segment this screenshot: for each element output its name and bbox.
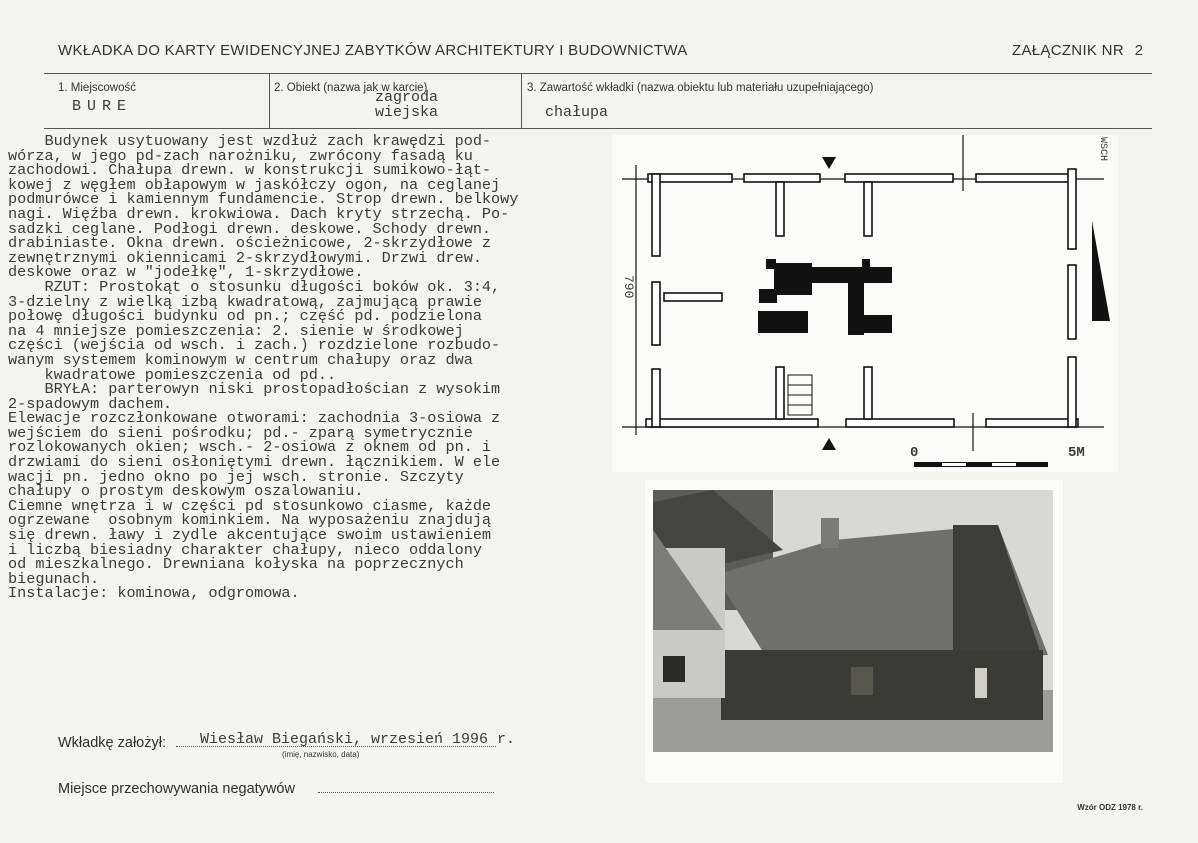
floor-plan: [612, 135, 1118, 472]
founder-value: Wiesław Biegański, wrzesień 1996 r.: [200, 731, 516, 748]
description-line: ogrzewane osobnym kominkiem. Na wyposażeniu znajdują: [8, 511, 492, 530]
description-line: wórza, w jego pd-zach narożniku, zwrócony fasadą ku: [8, 146, 473, 165]
description-line: wacji pn. jedno okno po jej wsch. stronie. Szczyty: [8, 467, 464, 486]
description-line: się drewn. ławy i zydle akcentujące swoim ustawieniem: [8, 526, 492, 545]
field-object-label: 2. Obiekt (nazwa jak w karcie): [274, 82, 428, 94]
description-line: części (wejścia od wsch. i zach.) rozdzielone rozbudo-: [8, 336, 501, 355]
founder-label: Wkładkę założył:: [58, 735, 166, 751]
description-line: Budynek usytuowany jest wzdłuż zach krawędzi pod-: [8, 132, 492, 150]
description-line: podmurówce i kamiennym fundamencie. Strop drewn. belkowy: [8, 190, 519, 209]
description-line: chałupy o prostym deskowym oszalowaniu.: [8, 482, 364, 501]
description-line: BRYŁA: parterowyn niski prostopadłościan z wysokim: [8, 380, 501, 399]
card-title: WKŁADKA DO KARTY EWIDENCYJNEJ ZABYTKÓW ARCHITEKTURY I BUDOWNICTWA: [58, 42, 688, 59]
description-line: Ciemne wnętrza i w części pd stosunkowo ciasme, każde: [8, 496, 492, 515]
description-line: nagi. Więźba drewn. krokwiowa. Dach kryty strzechą. Po-: [8, 204, 510, 223]
scale-end-label: 5M: [1068, 445, 1085, 461]
description-line: wanym systemem kominowym w centrum chałupy oraz dwa: [8, 350, 473, 369]
description-text: [8, 134, 604, 601]
description-line: połowę długości budynku od pn.; część pd. podzielona: [8, 307, 482, 326]
header-top-rule: [44, 73, 1152, 74]
attachment-label: [1012, 42, 1144, 60]
field-content-value: chałupa: [545, 104, 609, 121]
negatives-dotted-line: [318, 792, 494, 793]
form-code: Wzór ODZ 1978 r.: [1077, 803, 1143, 812]
description-line: zachodowi. Chałupa drewn. w konstrukcji sumikowo-łąt-: [8, 161, 492, 180]
field-locality-label: 1. Miejscowość: [58, 82, 136, 94]
description-line: Instalacje: kominowa, odgromowa.: [8, 584, 300, 603]
attachment-number: 2: [1134, 43, 1144, 60]
scale-zero-label: 0: [910, 445, 919, 461]
house-photo: [645, 480, 1063, 783]
description-line: drabiniaste. Okna drewn. ościeżnicowe, 2-skrzydłowe z: [8, 234, 492, 253]
description-line: Elewacje rozczłonkowane otworami: zachodnia 3-osiowa z: [8, 409, 501, 428]
description-line: wejściem do sieni pośrodku; pd.- zparą symetrycznie: [8, 423, 473, 442]
negatives-label: Miejsce przechowywania negatywów: [58, 781, 295, 797]
description-line: i liczbą biesiadny charakter chałupy, nieco oddalony: [8, 540, 482, 559]
description-line: kwadratowe pomieszczenia od pd..: [8, 365, 337, 384]
description-line: kowej z węgłem obłapowym w jaskółczy ogon, na ceglanej: [8, 175, 501, 194]
field-content-label: 3. Zawartość wkładki (nazwa obiektu lub materiału uzupełniającego): [527, 82, 874, 94]
description-line: biegunach.: [8, 569, 100, 588]
description-line: deskowe oraz w "jodełkę", 1-skrzydłowe.: [8, 263, 364, 282]
field-locality-value: BURE: [72, 98, 133, 115]
description-line: 2-spadowym dachem.: [8, 394, 173, 413]
attachment-label-text: ZAŁĄCZNIK NR: [1012, 42, 1124, 59]
description-line: na 4 mniejsze pomieszczenia: 2. sienie w środkowej: [8, 321, 464, 340]
floor-plan-drawing: [612, 135, 1118, 472]
house-photo-icon: [653, 490, 1053, 752]
description-line: 3-dzielny z wielką izbą kwadratową, zajmującą prawie: [8, 292, 482, 311]
description-line: sadzki ceglane. Podłogi drewn. deskowe. Schody drewn.: [8, 219, 492, 238]
plan-direction-label: WSCH: [1097, 137, 1108, 162]
description-line: rozlokowanych okien; wsch.- 2-osiowa z oknem od pn. i: [8, 438, 492, 457]
plan-dimension-label: 790: [621, 275, 636, 299]
field-object-value-1: zagroda: [375, 89, 439, 106]
field-object-value-2: wiejska: [375, 104, 439, 121]
field-divider-1: [269, 73, 270, 129]
description-line: drzwiami do sieni osłoniętymi drewn. łącznikiem. W ele: [8, 453, 501, 472]
description-line: zewnętrznymi okiennicami 2-skrzydłowymi. Drzwi drew.: [8, 248, 482, 267]
description-line: od mieszkalnego. Drewniana kołyska na poprzecznych: [8, 555, 464, 574]
field-divider-2: [521, 73, 522, 129]
header-bottom-rule: [44, 128, 1152, 129]
founder-hint: (imię, nazwisko, data): [282, 750, 360, 759]
description-line: RZUT: Prostokąt o stosunku długości boków ok. 3:4,: [8, 277, 501, 296]
